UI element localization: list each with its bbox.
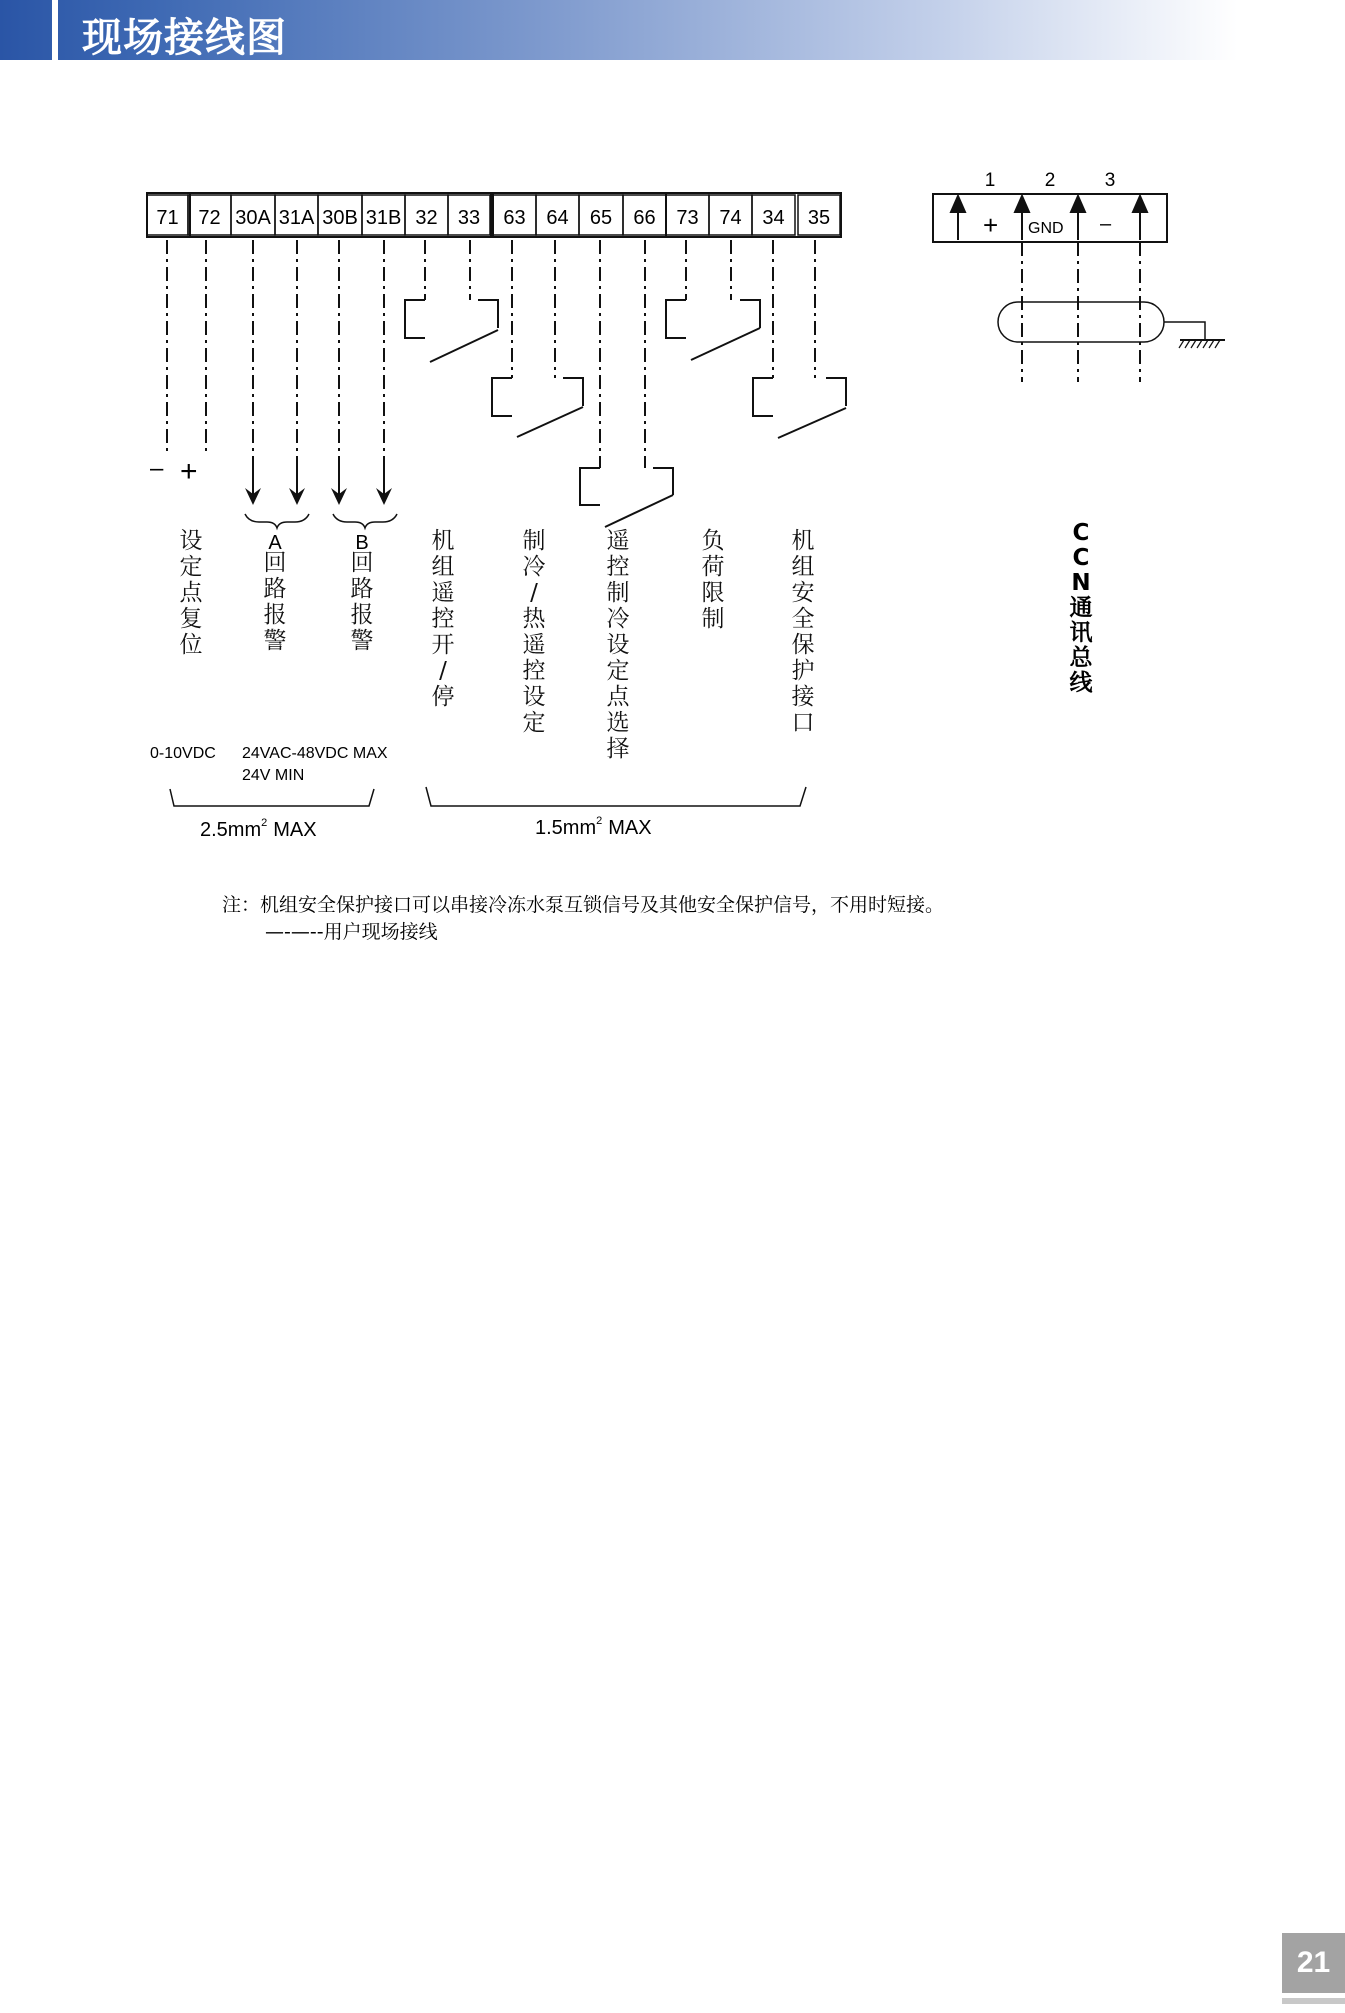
- vertical-label: 机组遥控开/停: [431, 528, 455, 710]
- ccn-pin-3: 3: [1104, 170, 1116, 191]
- bracket-2-5: [170, 789, 374, 806]
- terminal-label: 30B: [322, 207, 358, 229]
- ccn-gnd-label: GND: [1028, 220, 1064, 237]
- terminal-strip: [147, 193, 841, 237]
- vertical-label: 负荷限制: [701, 528, 725, 632]
- ccn-connector: [933, 170, 1225, 696]
- contact-right-terminal: [653, 468, 673, 495]
- terminal-label: 74: [719, 207, 742, 229]
- contact-right-terminal: [826, 378, 846, 406]
- plus-sign: +: [180, 455, 198, 488]
- ccn-plus-sign: +: [983, 210, 999, 240]
- spec-range-3: 24V MIN: [242, 767, 305, 784]
- terminal-label: 31A: [278, 207, 315, 229]
- terminal-label: 34: [762, 207, 785, 229]
- vertical-label: 回路报警: [263, 550, 287, 654]
- vertical-label: 制冷/热遥控设定: [522, 528, 546, 736]
- terminal-label: 72: [198, 207, 221, 229]
- note-safety: 注：机组安全保护接口可以串接冷冻水泵互锁信号及其他安全保护信号，不用时短接。: [222, 894, 945, 916]
- relay-contacts: [405, 300, 846, 527]
- terminal-label: 31B: [365, 207, 402, 229]
- note-legend: —-—--用户现场接线: [265, 921, 438, 943]
- contact-left-terminal: [580, 468, 600, 505]
- terminal-label: 30A: [235, 207, 271, 229]
- group-letter-a: A: [268, 532, 282, 554]
- ccn-pin-1: 1: [984, 170, 996, 191]
- terminal-label: 35: [807, 207, 831, 229]
- vertical-label: 遥控制冷设定点选择: [606, 528, 630, 762]
- terminal-label: 32: [415, 207, 438, 229]
- bracket-1-5: [426, 787, 806, 806]
- brace-b: [333, 514, 397, 528]
- contact-left-terminal: [492, 378, 512, 416]
- vertical-label: 机组安全保护接口: [791, 528, 815, 736]
- page-number: 21: [1296, 1946, 1331, 1979]
- terminal-label: 64: [546, 207, 569, 229]
- page-title: 现场接线图: [82, 15, 287, 61]
- page-number-stripe: [1282, 1998, 1345, 2004]
- terminal-label: 63: [503, 207, 526, 229]
- contact-left-terminal: [753, 378, 773, 416]
- contact-left-terminal: [666, 300, 686, 338]
- wire-size-2-5: $2.5mm^2$ MAX: [200, 817, 317, 841]
- ccn-drain-wire: [1164, 322, 1205, 340]
- brace-a: [245, 514, 309, 528]
- terminal-label: 33: [457, 207, 481, 229]
- page-number-box: [1282, 1933, 1345, 1993]
- group-letter-b: B: [355, 532, 369, 554]
- ccn-minus-sign: –: [1100, 213, 1112, 235]
- field-wires: [167, 240, 815, 505]
- contact-right-terminal: [740, 300, 760, 328]
- contact-switch-blade: [605, 495, 673, 527]
- contact-switch-blade: [430, 330, 498, 362]
- contact-right-terminal: [478, 300, 498, 328]
- contact-right-terminal: [563, 378, 583, 406]
- contact-switch-blade: [691, 328, 760, 360]
- contact-left-terminal: [405, 300, 425, 338]
- vertical-label: 回路报警: [350, 550, 374, 654]
- terminal-label: 73: [676, 207, 699, 229]
- terminal-label: 71: [156, 207, 179, 229]
- contact-switch-blade: [517, 407, 583, 437]
- spec-range-1: 0-10VDC: [150, 745, 216, 762]
- ccn-bus-label: C C N 通讯总线: [1069, 520, 1093, 696]
- contact-switch-blade: [778, 408, 846, 438]
- minus-sign: –: [150, 455, 164, 482]
- ccn-pin-2: 2: [1044, 170, 1056, 191]
- terminal-label: 65: [589, 207, 613, 229]
- vertical-label: 设定点复位: [179, 528, 203, 658]
- spec-range-2: 24VAC-48VDC MAX: [242, 745, 388, 762]
- wire-size-1-5: $1.5mm^2$ MAX: [535, 815, 652, 839]
- ground-icon: [1179, 340, 1220, 348]
- terminal-label: 66: [633, 207, 656, 229]
- vertical-labels: [180, 528, 816, 762]
